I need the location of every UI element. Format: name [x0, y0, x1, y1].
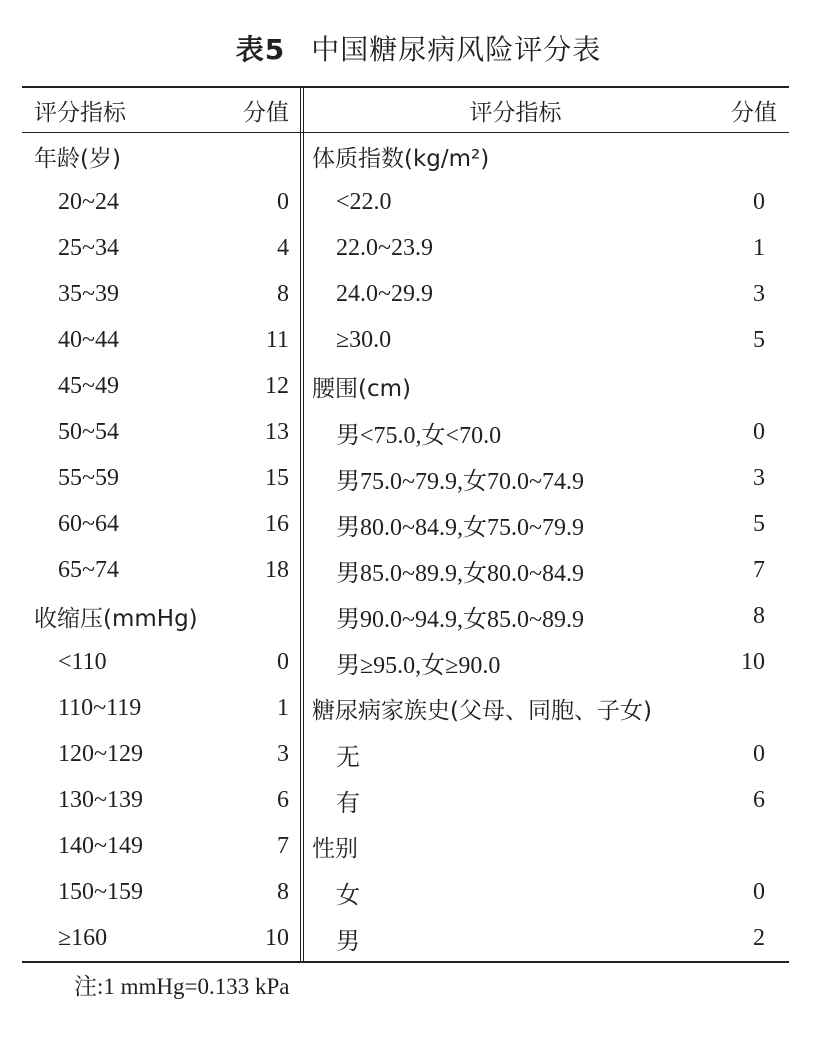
table-row [22, 225, 300, 271]
table-row [22, 501, 300, 547]
score-value: 0 [753, 878, 765, 905]
score-value: 0 [753, 740, 765, 767]
table-row [300, 869, 789, 915]
indicator-range: 男 [336, 928, 360, 955]
table-title [0, 28, 837, 68]
table-row [300, 777, 789, 823]
table-caption: 中国糖尿病风险评分表 [311, 33, 602, 66]
header-row-right [300, 88, 789, 132]
group-label: 糖尿病家族史(父母、同胞、子女) [312, 697, 652, 724]
group-label: 腰围(cm) [312, 375, 411, 402]
table-note: 注:1 mmHg=0.133 kPa [74, 974, 290, 999]
bottom-rule [22, 961, 789, 963]
score-value: 13 [265, 418, 289, 445]
score-value: 0 [277, 188, 289, 215]
score-value: 6 [753, 786, 765, 813]
score-value: 12 [265, 372, 289, 399]
indicator-range: 男<75.0,女<70.0 [336, 422, 502, 449]
indicator-range: 无 [336, 744, 360, 771]
group-header-row [22, 133, 300, 179]
indicator-range: <22.0 [336, 188, 392, 215]
indicator-range: 35~39 [58, 280, 119, 307]
indicator-range: 24.0~29.9 [336, 280, 433, 307]
score-value: 3 [277, 740, 289, 767]
indicator-range: 65~74 [58, 556, 119, 583]
table-row [300, 915, 789, 961]
table-row [22, 317, 300, 363]
indicator-range: 男≥95.0,女≥90.0 [336, 652, 501, 679]
header-row-left [22, 88, 300, 132]
table-row [300, 225, 789, 271]
table-row [300, 593, 789, 639]
table-row [300, 179, 789, 225]
group-label: 体质指数(kg/m²) [312, 145, 490, 172]
indicator-range: 女 [336, 882, 360, 909]
table-row [22, 363, 300, 409]
table-row [300, 271, 789, 317]
indicator-range: 22.0~23.9 [336, 234, 433, 261]
score-value: 8 [753, 602, 765, 629]
score-value: 11 [265, 326, 289, 353]
group-label: 年龄(岁) [34, 145, 121, 172]
score-value: 1 [753, 234, 765, 261]
indicator-range: 55~59 [58, 464, 119, 491]
score-value: 0 [753, 418, 765, 445]
score-value: 7 [277, 832, 289, 859]
indicator-range: 20~24 [58, 188, 119, 215]
indicator-range: 60~64 [58, 510, 119, 537]
table-number: 表5 [235, 33, 286, 66]
indicator-range: ≥30.0 [336, 326, 392, 353]
indicator-range: 男90.0~94.9,女85.0~89.9 [336, 606, 584, 633]
left-column [22, 133, 300, 961]
indicator-range: <110 [58, 648, 107, 675]
table-header [22, 88, 789, 132]
header-score-left: 分值 [243, 99, 289, 126]
column-divider [300, 88, 304, 132]
group-header-row [300, 133, 789, 179]
indicator-range: 有 [336, 790, 360, 817]
table-row [300, 547, 789, 593]
table-row [22, 409, 300, 455]
header-score-right: 分值 [731, 99, 777, 126]
indicator-range: 50~54 [58, 418, 119, 445]
score-value: 5 [753, 326, 765, 353]
score-value: 3 [753, 464, 765, 491]
score-value: 3 [753, 280, 765, 307]
group-header-row [300, 823, 789, 869]
score-value: 16 [265, 510, 289, 537]
right-column [300, 133, 789, 961]
risk-score-table [22, 86, 789, 963]
table-row [22, 869, 300, 915]
score-value: 1 [277, 694, 289, 721]
table-row [22, 547, 300, 593]
table-row [22, 823, 300, 869]
group-header-row [300, 363, 789, 409]
table-row [22, 639, 300, 685]
score-value: 6 [277, 786, 289, 813]
indicator-range: 男85.0~89.9,女80.0~84.9 [336, 560, 584, 587]
table-row [300, 455, 789, 501]
indicator-range: ≥160 [58, 924, 108, 951]
indicator-range: 140~149 [58, 832, 143, 859]
indicator-range: 110~119 [58, 694, 142, 721]
score-value: 10 [741, 648, 765, 675]
indicator-range: 120~129 [58, 740, 143, 767]
header-indicator-left: 评分指标 [34, 99, 126, 126]
score-value: 5 [753, 510, 765, 537]
score-value: 0 [753, 188, 765, 215]
indicator-range: 130~139 [58, 786, 143, 813]
table-row [300, 639, 789, 685]
table-row [300, 501, 789, 547]
indicator-range: 男75.0~79.9,女70.0~74.9 [336, 468, 584, 495]
group-header-row [300, 685, 789, 731]
score-value: 7 [753, 556, 765, 583]
column-divider [300, 133, 304, 961]
indicator-range: 25~34 [58, 234, 119, 261]
indicator-range: 40~44 [58, 326, 119, 353]
table-body [22, 133, 789, 961]
table-row [22, 455, 300, 501]
indicator-range: 150~159 [58, 878, 143, 905]
indicator-range: 45~49 [58, 372, 119, 399]
score-value: 10 [265, 924, 289, 951]
table-row [22, 179, 300, 225]
table-row [22, 271, 300, 317]
indicator-range: 男80.0~84.9,女75.0~79.9 [336, 514, 584, 541]
group-label: 性别 [312, 835, 358, 862]
table-row [22, 731, 300, 777]
score-value: 15 [265, 464, 289, 491]
table-row [300, 731, 789, 777]
table-row [300, 409, 789, 455]
table-row [22, 777, 300, 823]
score-value: 8 [277, 878, 289, 905]
group-label: 收缩压(mmHg) [34, 605, 198, 632]
score-value: 2 [753, 924, 765, 951]
table-row [300, 317, 789, 363]
group-header-row [22, 593, 300, 639]
score-value: 4 [277, 234, 289, 261]
score-value: 18 [265, 556, 289, 583]
score-value: 8 [277, 280, 289, 307]
table-row [22, 685, 300, 731]
score-value: 0 [277, 648, 289, 675]
table-row [22, 915, 300, 961]
header-indicator-right: 评分指标 [469, 99, 562, 126]
